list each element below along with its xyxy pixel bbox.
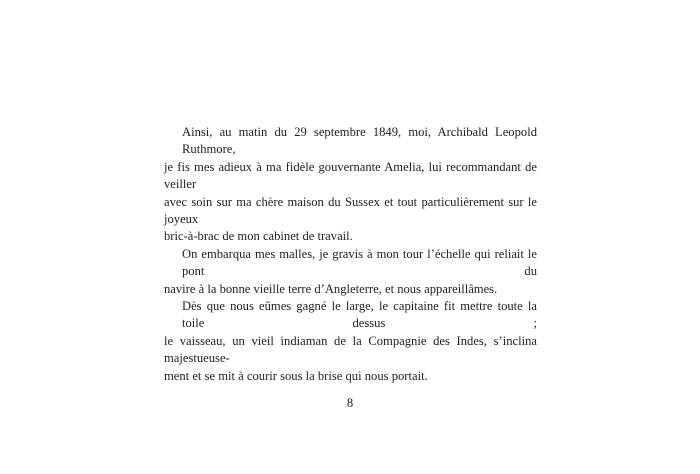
- body-text: [164, 124, 537, 385]
- text-line: le vaisseau, un vieil indiaman de la Compagnie des Indes, s’inclina majestueuse-: [164, 333, 537, 366]
- text-line: je fis mes adieux à ma fidèle gouvernante Amelia, lui recommandant de veiller: [164, 159, 537, 192]
- text-line: avec soin sur ma chère maison du Sussex et tout particulièrement sur le joyeux: [164, 194, 537, 227]
- text-line: Dès que nous eûmes gagné le large, le capitaine fit mettre toute la toile dessus ;: [182, 299, 537, 331]
- text-line: On embarqua mes malles, je gravis à mon tour l’échelle qui reliait le pont du: [182, 246, 537, 279]
- page-number: 8: [346, 396, 354, 410]
- text-line: navire à la bonne vieille terre d’Angleterre, et nous appareillâmes.: [164, 281, 498, 296]
- text-line: Ainsi, au matin du 29 septembre 1849, moi, Archibald Leopold Ruthmore,: [182, 125, 537, 157]
- text-line: ment et se mit à courir sous la brise qui nous portait.: [164, 368, 428, 383]
- text-line: bric-à-brac de mon cabinet de travail.: [164, 229, 353, 244]
